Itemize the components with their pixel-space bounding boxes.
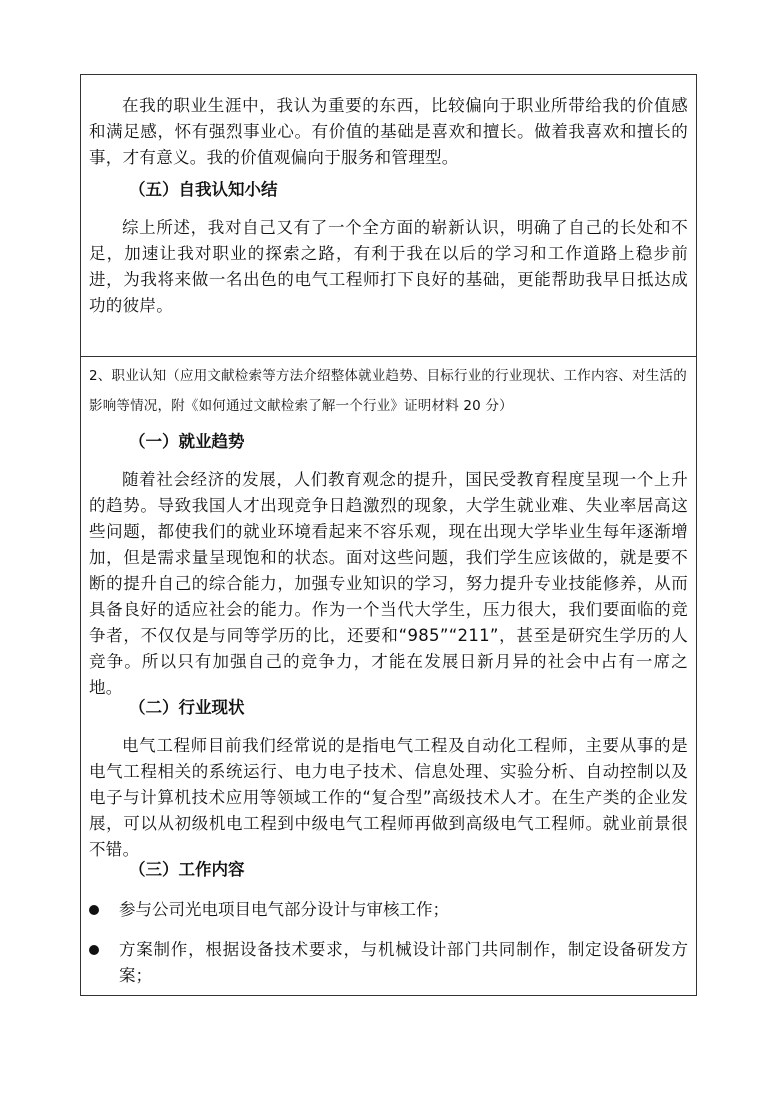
career-intro: 2、职业认知（应用文献检索等方法介绍整体就业趋势、目标行业的行业现状、工作内容、对生活的影响等情况，附《如何通过文献检索了解一个行业》证明材料 20 分） — [89, 368, 687, 414]
career-awareness-cell — [81, 357, 696, 995]
summary-paragraph: 综上所述，我对自己又有了一个全方面的崭新认识，明确了自己的长处和不足，加速让我对职业的探索之路，有利于我在以后的学习和工作道路上稳步前进，为我将来做一名出色的电气工程师打下良好的基础，更能帮助我早日抵达成功的彼岸。 — [89, 218, 688, 315]
trend-heading: （一）就业趋势 — [129, 432, 245, 451]
bullet-icon — [89, 905, 99, 915]
self-awareness-cell — [81, 75, 696, 357]
bullet-icon — [89, 945, 99, 955]
industry-heading: （二）行业现状 — [129, 698, 245, 717]
list-item-text: 方案制作，根据设备技术要求，与机械设计部门共同制作，制定设备研发方案； — [119, 940, 688, 985]
summary-heading: （五）自我认知小结 — [129, 180, 278, 199]
work-heading: （三）工作内容 — [129, 860, 245, 879]
form-table — [80, 74, 697, 996]
list-item-text: 参与公司光电项目电气部分设计与审核工作； — [119, 900, 449, 919]
values-paragraph: 在我的职业生涯中，我认为重要的东西，比较偏向于职业所带给我的价值感和满足感，怀有强烈事业心。有价值的基础是喜欢和擅长。做着我喜欢和擅长的事，才有意义。我的价值观偏向于服务和管理型。 — [89, 96, 688, 167]
industry-paragraph: 电气工程师目前我们经常说的是指电气工程及自动化工程师，主要从事的是电气工程相关的系统运行、电力电子技术、信息处理、实验分析、自动控制以及电子与计算机技术应用等领域工作的“复合型”高级技术人才。在生产类的企业发展，可以从初级机电工程到中级电气工程师再做到高级电气工程师。就业前景很不错。 — [89, 736, 688, 859]
trend-paragraph: 随着社会经济的发展，人们教育观念的提升，国民受教育程度呈现一个上升的趋势。导致我国人才出现竞争日趋激烈的现象，大学生就业难、失业率居高这些问题，都使我们的就业环境看起来不容乐观，现在出现大学毕业生每年逐渐增加，但是需求量呈现饱和的状态。面对这些问题，我们学生应该做的，就是要不断的提升自己的综合能力，加强专业知识的学习，努力提升专业技能修养，从而具备良好的适应社会的能力。作为一个当代大学生，压力很大，我们要面临的竞争者，不仅仅是与同等学历的比，还要和“985”“211”，甚至是研究生学历的人竞争。所以只有加强自己的竞争力，才能在发展日新月异的社会中占有一席之地。 — [89, 470, 688, 697]
